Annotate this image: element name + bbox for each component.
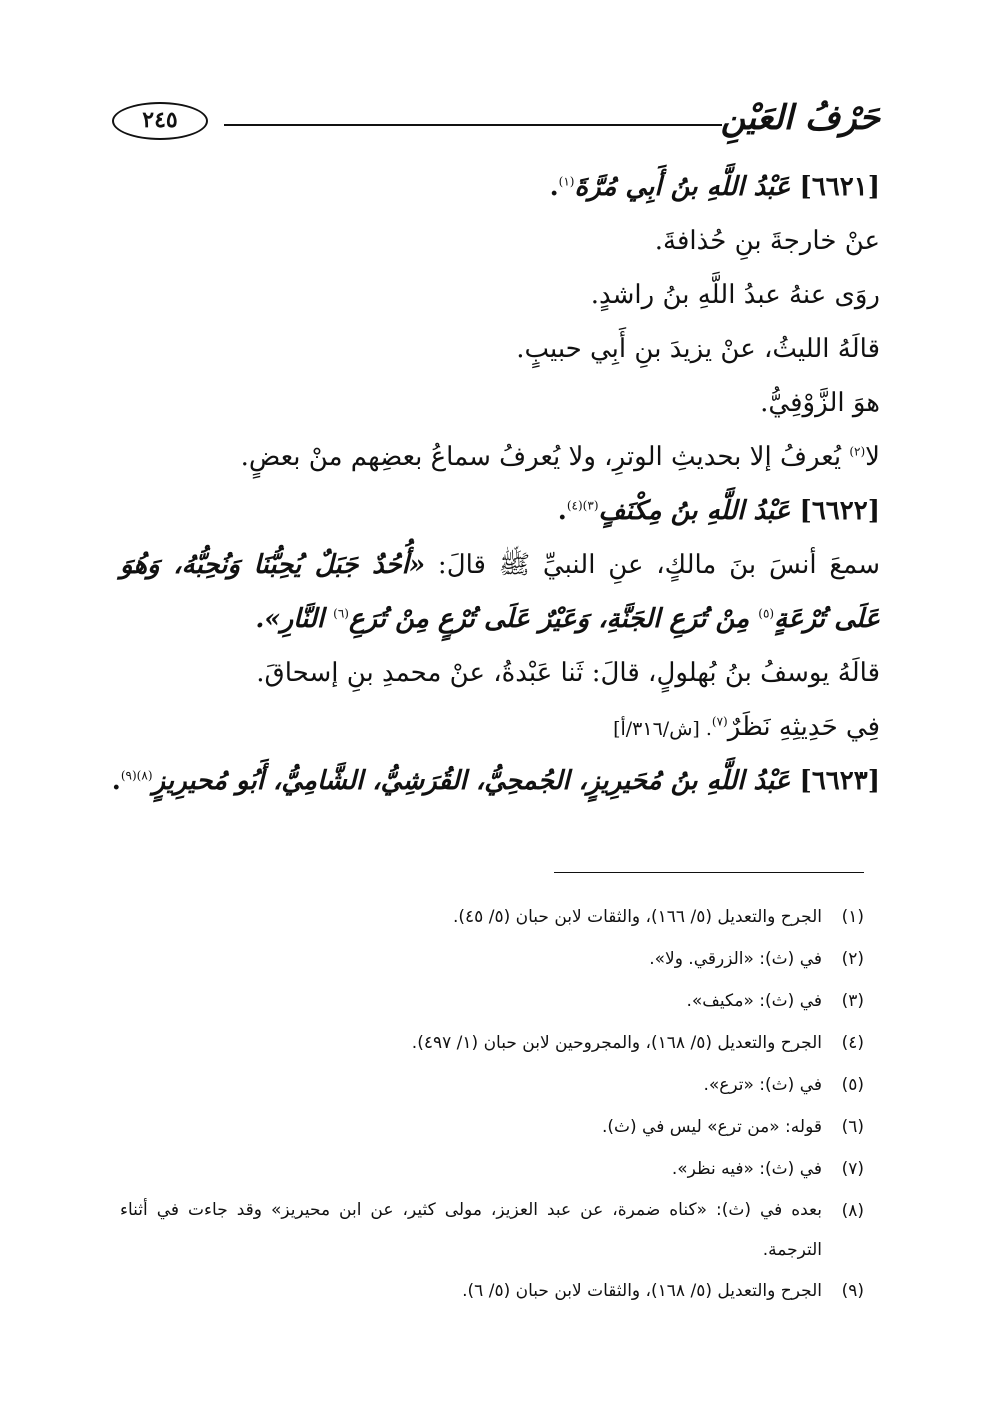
footnote (120, 1064, 864, 1106)
entry-text-line (120, 700, 880, 754)
footnote-number: (٢) (841, 949, 864, 969)
hadith-text: «أُحُدٌ جَبَلٌ يُحِبُّنَا وَنُحِبُّهُ، وَهُوَ عَلَى تُرْعَةٍ (120, 550, 880, 634)
hadith-intro: سمعَ أنسَ بنَ مالكٍ، عنِ النبيِّ ﷺ قالَ: (425, 550, 880, 580)
entry-text-line: قالَهُ الليثُ، عنْ يزيدَ بنِ أَبِي حبيبٍ. (516, 334, 880, 364)
footnote-ref[interactable]: (١) (558, 174, 575, 189)
hadith-paragraph (120, 538, 880, 646)
main-text (111, 160, 880, 808)
entry-name: عَبْدُ اللَّهِ بنُ مُحَيرِيزٍ، الجُمحِيُّ، القُرَشِيُّ، الشَّامِيُّ، أَبُو مُحيرِيزٍ (152, 766, 791, 796)
hadith-text: النَّارِ». (255, 604, 334, 634)
footnote-number: (٣) (841, 991, 864, 1011)
footnote-text: قوله: «من ترع» ليس في (ث). (601, 1117, 822, 1137)
footnote-number: (٦) (841, 1117, 864, 1137)
footnote-ref[interactable]: (٨)(٩) (120, 768, 153, 783)
footnote-number: (٤) (841, 1033, 864, 1053)
footnote (120, 1190, 864, 1270)
footnote-text: بعده في (ث): «كناه ضمرة، عن عبد العزيز، مولى كثير، عن ابن محيريز» وقد جاءت في أثناء الترجمة. (120, 1200, 822, 1260)
footnote-number: (٧) (841, 1159, 864, 1179)
footnote-number: (٥) (841, 1075, 864, 1095)
entry-text-line: هوَ الزَّوْفِيُّ. (760, 388, 880, 418)
footnote-ref[interactable]: (٥) (758, 606, 775, 621)
footnote (120, 1106, 864, 1148)
entry-number: [٦٦٢٢] (799, 496, 880, 526)
footnote-text: في (ث): «فيه نظر». (671, 1159, 822, 1179)
entry-text-line: قالَهُ يوسفُ بنُ بُهلولٍ، قالَ: ثَنا عَبْدةُ، عنْ محمدِ بنِ إسحاقَ. (256, 658, 880, 688)
entry-name: عَبْدُ اللَّهِ بنُ أَبِي مُرَّةَ (574, 172, 791, 202)
footnote (120, 1022, 864, 1064)
entry-number: [٦٦٢١] (799, 172, 880, 202)
footnote (120, 938, 864, 980)
footnote (120, 1270, 864, 1312)
page-header (112, 92, 880, 152)
manuscript-ref: . [ش/٣١٦/أ] (613, 718, 712, 740)
chapter-title: حَرْفُ العَيْنِ (720, 98, 880, 138)
entry-heading: [٦٦٢١] عَبْدُ اللَّهِ بنُ أَبِي مُرَّةَ$^{(١)}$. (549, 172, 880, 202)
footnote-ref[interactable]: (٣)(٤) (566, 498, 599, 513)
footnote-text: في (ث): «الزرقي. ولا». (649, 949, 822, 969)
footnote-ref[interactable]: (٧) (711, 714, 728, 729)
entry-heading: [٦٦٢٣] عَبْدُ اللَّهِ بنُ مُحَيرِيزٍ، الجُمحِيُّ، القُرَشِيُّ، الشَّامِيُّ، أَبُو مُحيرِيزٍ$^{(٨)(٩)}$. (111, 766, 880, 796)
page-number: ٢٤٥ (112, 102, 208, 140)
footnote-text: الجرح والتعديل (٥/ ١٦٨)، والثقات لابن حبان (٥/ ٦). (462, 1281, 822, 1301)
footnote-text: في (ث): «ترع». (703, 1075, 822, 1095)
entry-heading: [٦٦٢٢] عَبْدُ اللَّهِ بنُ مِكْنَفٍ$^{(٣)(٤)}$. (557, 496, 880, 526)
entry-text-line: روَى عنهُ عبدُ اللَّهِ بنُ راشدٍ. (590, 280, 880, 310)
footnotes (120, 896, 864, 1312)
footnote-ref[interactable]: (٦) (333, 606, 349, 621)
entry-text-line: عنْ خارجةَ بنِ حُذافةَ. (654, 226, 880, 256)
entry-text-line: لا$^{(٢)}$ يُعرفُ إلا بحديثِ الوترِ، ولا يُعرفُ سماعُ بعضِهم منْ بعضٍ. (240, 442, 880, 472)
critique-text: فِي حَدِيثِهِ نَظَرٌ (727, 712, 880, 742)
footnote (120, 1148, 864, 1190)
header-rule (224, 124, 722, 126)
footnote-separator (554, 872, 864, 873)
footnote-text: الجرح والتعديل (٥/ ١٦٨)، والمجروحين لابن حبان (١/ ٤٩٧). (411, 1033, 822, 1053)
footnote-number: (١) (841, 907, 864, 927)
footnote-number: (٨) (841, 1201, 864, 1221)
footnote (120, 896, 864, 938)
footnote-text: الجرح والتعديل (٥/ ١٦٦)، والثقات لابن حبان (٥/ ٤٥). (453, 907, 822, 927)
footnote-ref[interactable]: (٢) (849, 444, 866, 459)
footnote-text: في (ث): «مكيف». (686, 991, 822, 1011)
entry-name: عَبْدُ اللَّهِ بنُ مِكْنَفٍ (598, 496, 791, 526)
footnote (120, 980, 864, 1022)
hadith-text: مِنْ تُرَعِ الجَنَّةِ، وَعَيْرٌ عَلَى تُرْعٍ مِنْ تُرَعِ (348, 604, 759, 634)
entry-number: [٦٦٢٣] (799, 766, 880, 796)
footnote-number: (٩) (841, 1281, 864, 1301)
